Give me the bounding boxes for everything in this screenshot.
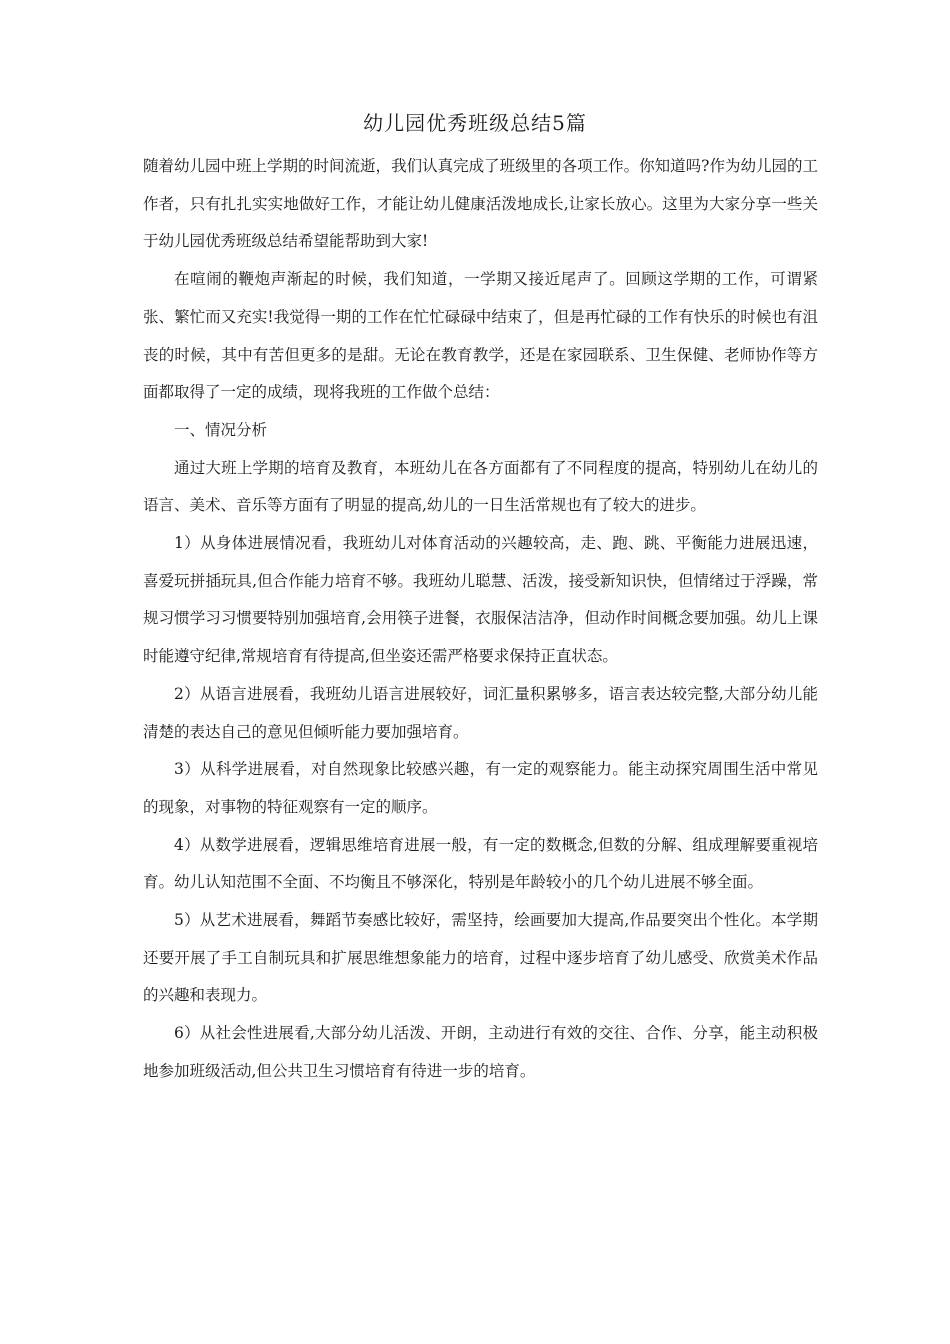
body-paragraph: 通过大班上学期的培育及教育，本班幼儿在各方面都有了不同程度的提高，特别幼儿在幼儿的语言、美术、音乐等方面有了明显的提高,幼儿的一日生活常规也有了较大的进步。: [143, 458, 818, 515]
body-paragraph: 4）从数学进展看，逻辑思维培育进展一般，有一定的数概念,但数的分解、组成理解要重视培育。幼儿认知范围不全面、不均衡且不够深化，特别是年龄较小的几个幼儿进展不够全面。: [143, 835, 818, 892]
body-paragraph: 6）从社会性进展看,大部分幼儿活泼、开朗，主动进行有效的交往、合作、分享，能主动积极地参加班级活动,但公共卫生习惯培育有待进一步的培育。: [143, 1024, 818, 1080]
body-paragraph: 2）从语言进展看，我班幼儿语言进展较好，词汇量积累够多，语言表达较完整,大部分幼儿能清楚的表达自己的意见但倾听能力要加强培育。: [143, 684, 818, 741]
body-paragraph: 在喧闹的鞭炮声渐起的时候，我们知道，一学期又接近尾声了。回顾这学期的工作，可谓紧张、繁忙而又充实!我觉得一期的工作在忙忙碌碌中结束了，但是再忙碌的工作有快乐的时候也有沮丧的时候，其中有苦但更多的是甜。无论在教育教学，还是在家园联系、卫生保健、老师协作等方面都取得了一定的成绩，现将我班的工作做个总结：: [143, 270, 818, 402]
body-paragraph: 3）从科学进展看，对自然现象比较感兴趣，有一定的观察能力。能主动探究周围生活中常见的现象，对事物的特征观察有一定的顺序。: [143, 760, 818, 816]
section-heading: 一、情况分析: [174, 420, 268, 439]
body-paragraph: 1）从身体进展情况看，我班幼儿对体育活动的兴趣较高，走、跑、跳、平衡能力进展迅速，喜爱玩拼插玩具,但合作能力培育不够。我班幼儿聪慧、活泼，接受新知识快，但情绪过于浮躁，常规习惯学习习惯要特别加强培育,会用筷子进餐，衣服保洁洁净，但动作时间概念要加强。幼儿上课时能遵守纪律,常规培育有待提高,但坐姿还需严格要求保持正直状态。: [143, 534, 818, 666]
intro-paragraph: 随着幼儿园中班上学期的时间流逝，我们认真完成了班级里的各项工作。你知道吗?作为幼儿园的工作者，只有扎扎实实地做好工作，才能让幼儿健康活泼地成长,让家长放心。这里为大家分享一些关于幼儿园优秀班级总结希望能帮助到大家!: [143, 157, 818, 251]
document-body: [143, 148, 818, 1091]
document-title: 幼儿园优秀班级总结5篇: [363, 111, 587, 135]
body-paragraph: 5）从艺术进展看，舞蹈节奏感比较好，需坚持，绘画要加大提高,作品要突出个性化。本学期还要开展了手工自制玩具和扩展思维想象能力的培育，过程中逐步培育了幼儿感受、欣赏美术作品的兴趣和表现力。: [143, 911, 818, 1005]
